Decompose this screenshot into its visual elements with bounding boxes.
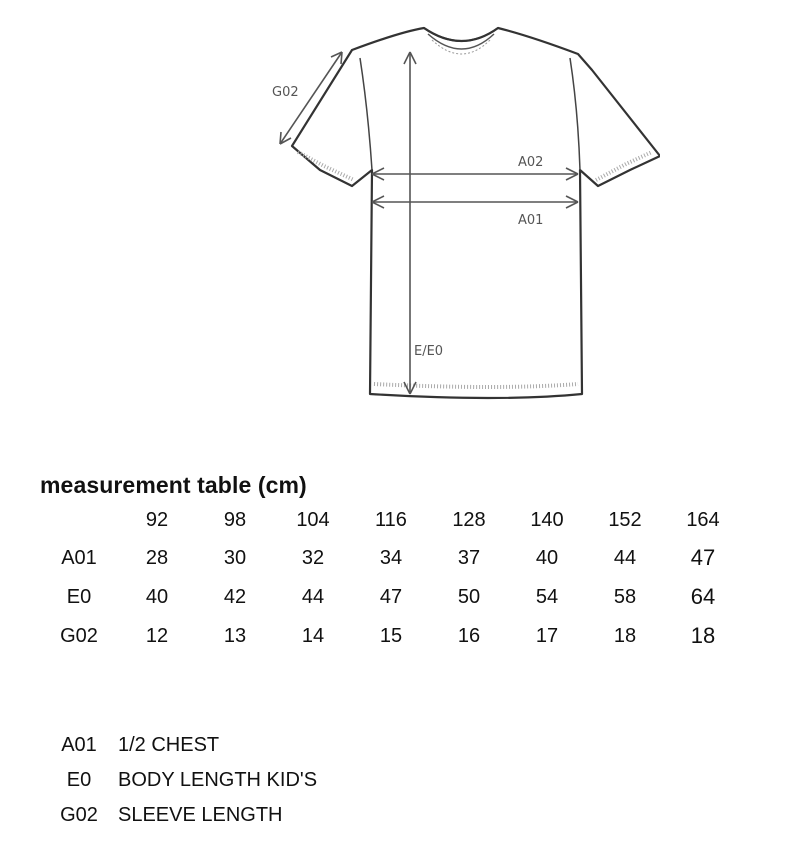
value-cell: 47 bbox=[690, 544, 716, 570]
value-cell: 16 bbox=[457, 624, 481, 647]
value-cell: 44 bbox=[613, 546, 637, 569]
value-cell: 58 bbox=[613, 585, 637, 608]
value-cell: 12 bbox=[145, 624, 169, 647]
measurement-table bbox=[40, 501, 742, 655]
size-cell: 104 bbox=[296, 508, 330, 531]
size-header-row bbox=[40, 501, 742, 538]
value-cell: 13 bbox=[223, 624, 247, 647]
value-cell: 30 bbox=[223, 546, 247, 569]
size-cell: 152 bbox=[608, 508, 642, 531]
shirt-outline bbox=[292, 28, 660, 398]
table-title: measurement table (cm) bbox=[40, 472, 307, 498]
table-row-e0 bbox=[40, 577, 742, 616]
size-cell: 92 bbox=[145, 508, 169, 531]
value-cell: 64 bbox=[690, 583, 716, 609]
legend-item bbox=[40, 763, 317, 798]
legend-description: SLEEVE LENGTH bbox=[118, 804, 283, 826]
value-cell: 18 bbox=[613, 624, 637, 647]
size-cell: 128 bbox=[452, 508, 486, 531]
measurement-legend bbox=[40, 728, 317, 833]
size-cell: 98 bbox=[223, 508, 247, 531]
value-cell: 18 bbox=[690, 622, 716, 648]
value-cell: 28 bbox=[145, 546, 169, 569]
label-g02: G02 bbox=[272, 85, 299, 100]
tshirt-diagram bbox=[200, 10, 660, 410]
table-row-a01 bbox=[40, 538, 742, 577]
size-cell: 164 bbox=[686, 508, 720, 531]
value-cell: 40 bbox=[535, 546, 559, 569]
value-cell: 40 bbox=[145, 585, 169, 608]
label-body-length: E/E0 bbox=[414, 344, 444, 359]
value-cell: 32 bbox=[301, 546, 325, 569]
header-blank-cell bbox=[40, 501, 118, 538]
value-cell: 42 bbox=[223, 585, 247, 608]
value-cell: 34 bbox=[379, 546, 403, 569]
value-cell: 50 bbox=[457, 585, 481, 608]
size-cell: 116 bbox=[375, 508, 407, 531]
value-cell: 37 bbox=[457, 546, 481, 569]
label-a01: A01 bbox=[518, 213, 544, 228]
value-cell: 54 bbox=[535, 585, 559, 608]
value-cell: 47 bbox=[379, 585, 403, 608]
legend-code: E0 bbox=[66, 769, 92, 791]
value-cell: 14 bbox=[301, 624, 325, 647]
value-cell: 44 bbox=[301, 585, 325, 608]
row-code: E0 bbox=[66, 585, 92, 608]
value-cell: 15 bbox=[379, 624, 403, 647]
row-code: G02 bbox=[60, 624, 98, 647]
table-row-g02 bbox=[40, 616, 742, 655]
row-code: A01 bbox=[61, 546, 97, 569]
tshirt-drawing bbox=[200, 10, 660, 410]
size-cell: 140 bbox=[530, 508, 564, 531]
legend-item bbox=[40, 798, 317, 833]
legend-code: A01 bbox=[61, 734, 97, 756]
legend-description: 1/2 CHEST bbox=[118, 734, 220, 756]
label-a02: A02 bbox=[518, 155, 544, 170]
legend-description: BODY LENGTH KID'S bbox=[118, 769, 318, 791]
legend-item bbox=[40, 728, 317, 763]
legend-code: G02 bbox=[60, 804, 98, 826]
value-cell: 17 bbox=[535, 624, 559, 647]
